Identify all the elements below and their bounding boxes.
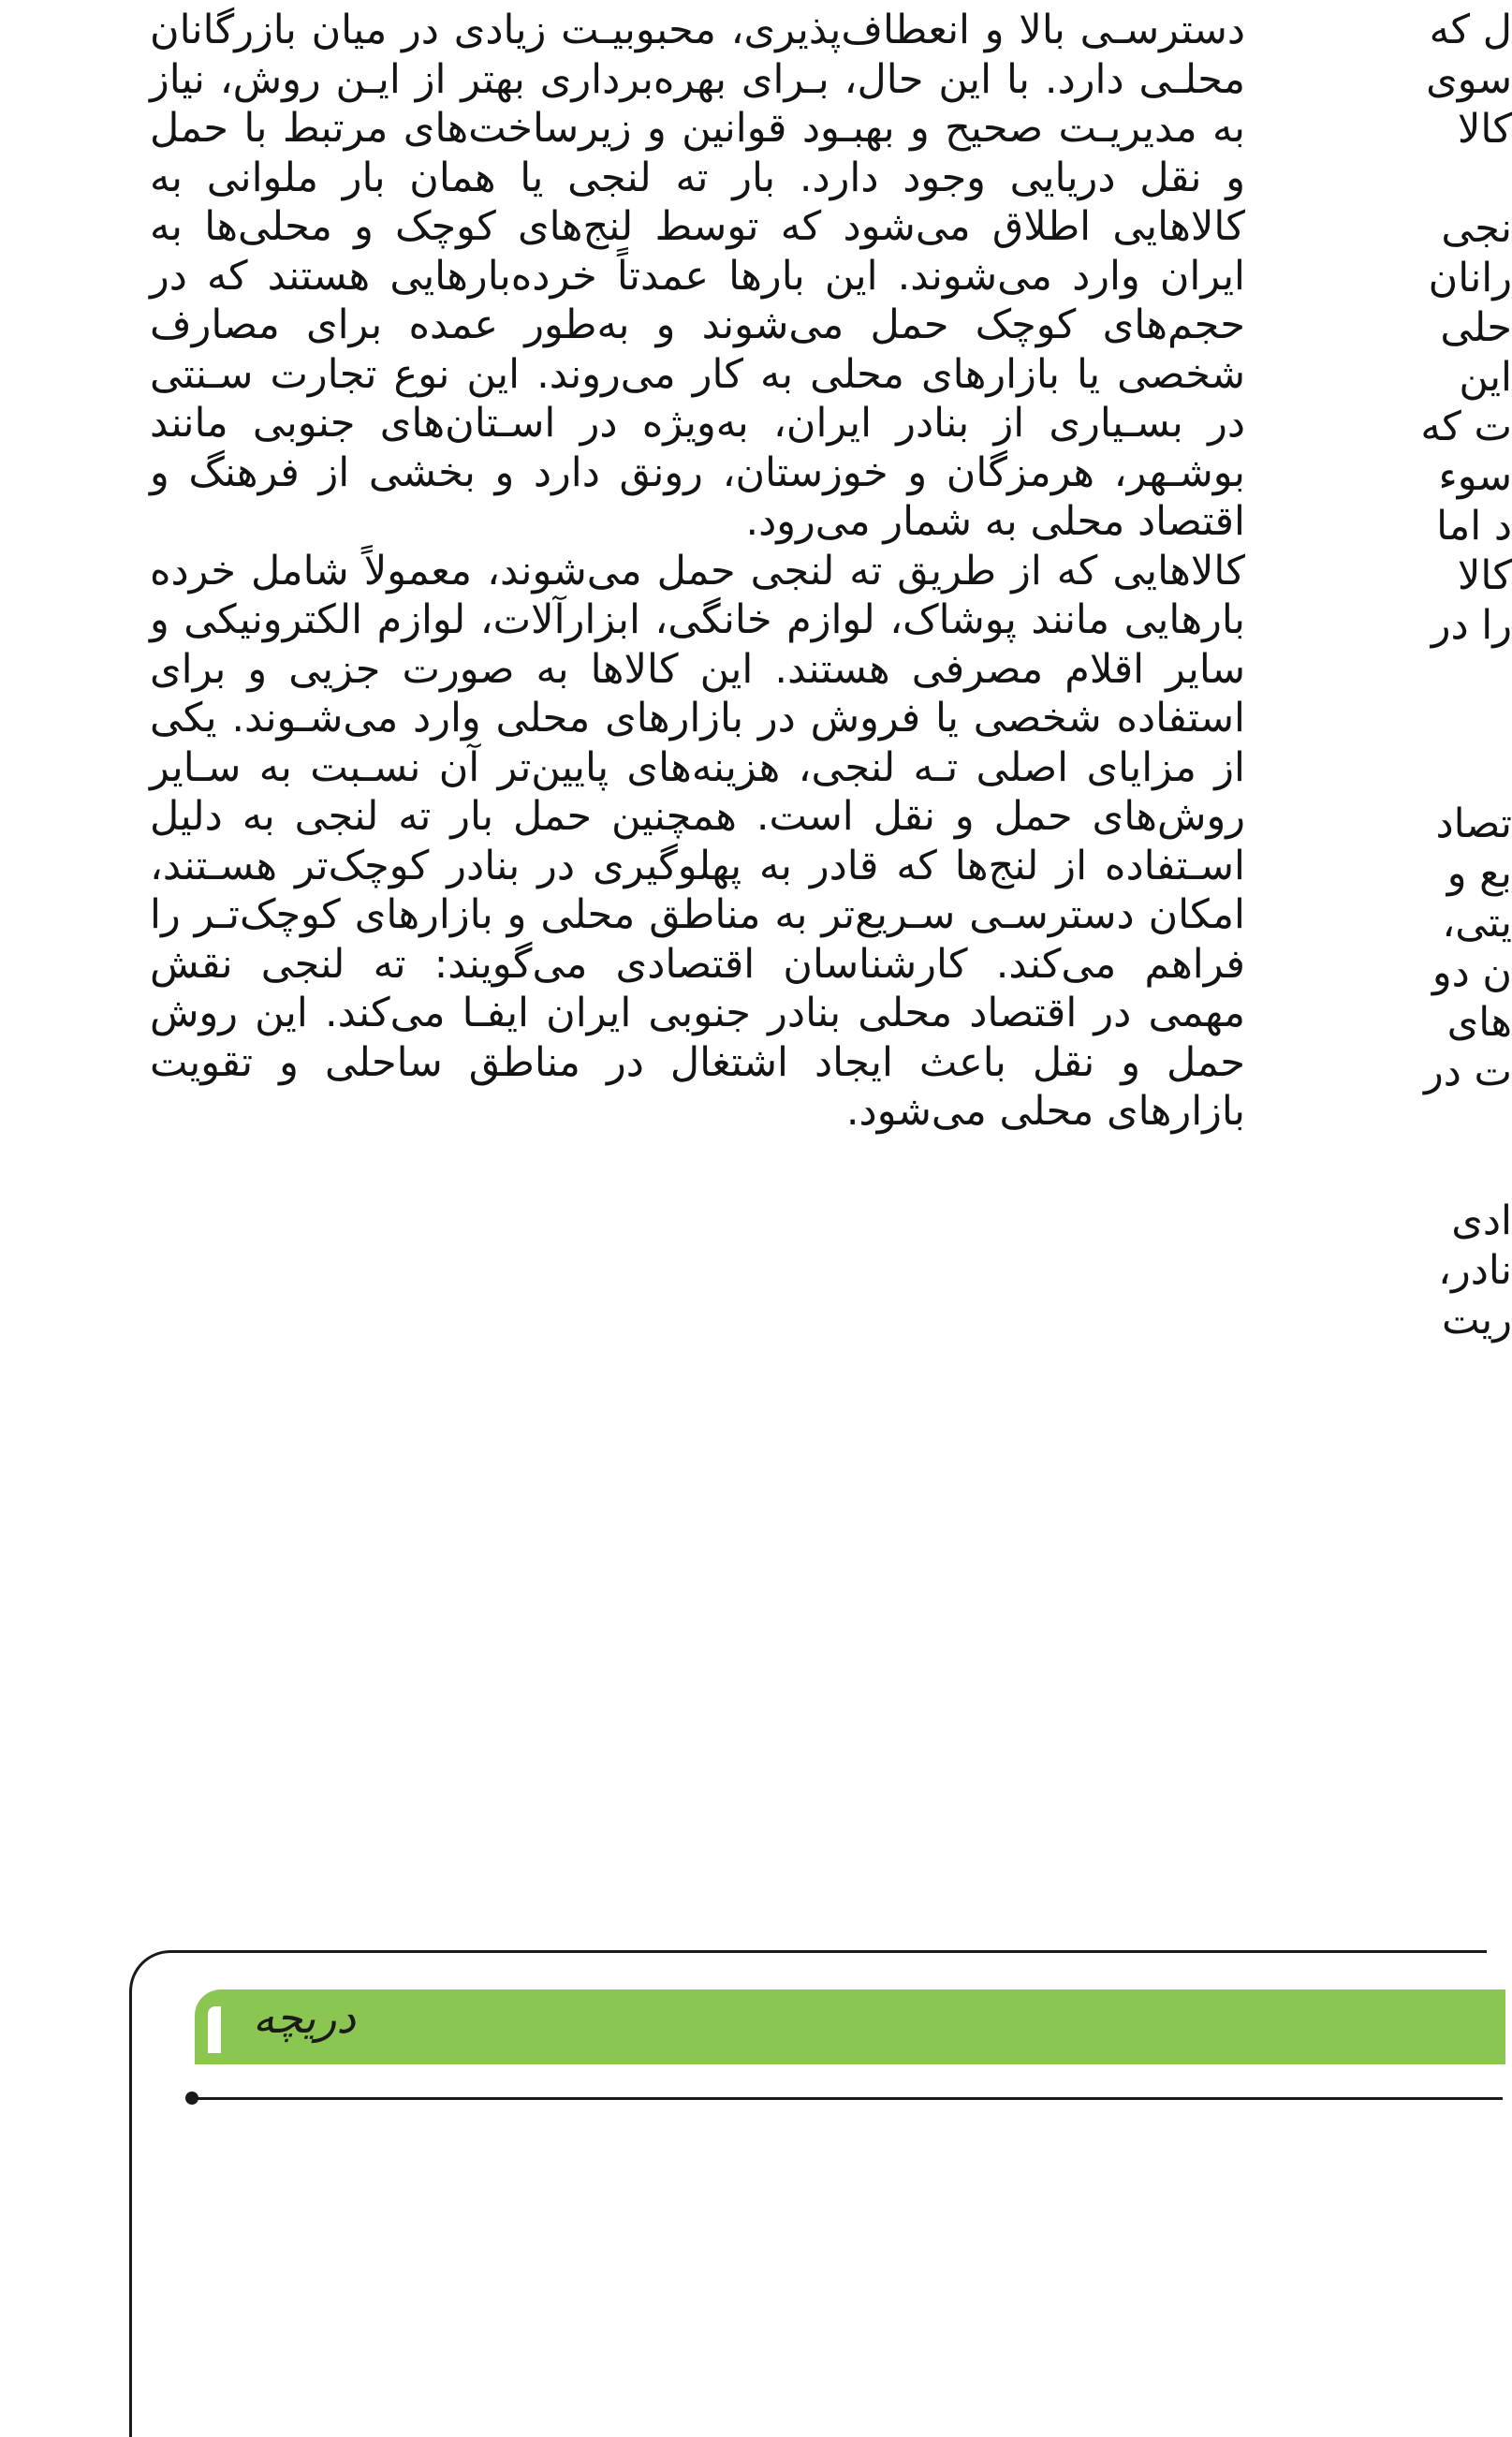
side-fragment: ت که [1420, 404, 1512, 450]
divider-dot [185, 2092, 198, 2105]
side-fragment: حلی [1440, 304, 1512, 351]
side-fragment: سوی [1426, 56, 1512, 103]
side-fragment: را در [1431, 602, 1512, 649]
side-fragment: ن دو [1431, 949, 1512, 996]
side-fragment: د اما [1436, 503, 1512, 550]
side-fragment: کالا [1457, 106, 1512, 153]
box-title-tab [195, 1989, 1505, 2064]
side-fragment: بع و [1446, 850, 1512, 897]
side-fragment: های [1446, 999, 1512, 1046]
side-fragment: نادر، [1438, 1247, 1512, 1294]
side-fragment: ریت [1442, 1297, 1512, 1343]
main-text-column [150, 6, 1245, 1137]
box-divider [192, 2097, 1503, 2100]
side-fragment: ادی [1451, 1197, 1512, 1244]
box-title: دریچه [253, 1992, 356, 2043]
side-fragment: ت در [1423, 1049, 1512, 1095]
side-fragment: سوء [1438, 453, 1512, 500]
side-fragment: یتی، [1442, 900, 1512, 947]
paragraph-2: کالاهایی که از طریق ته لنجی حمل می‌شوند، معمولاً شامل خرده بارهایی مانند پوشاک، لوازم خانگی، ابزارآلات، لوازم الکترونیکی و سایر اقلام مصرفی هستند. این کالاها به صورت جزیی و برای استفاده شخصی یا فروش در بازارهای محلی وارد می‌شـوند. یکی از مزایای اصلی تـه لنجی، هزینه‌های پایین‌تر آن نسـبت به سـایر روش‌های حمل و نقل است. همچنین حمل بار ته لنجی به دلیل اسـتفاده از لنج‌ها که قادر به پهلوگیری در بنادر کوچک‌تر هسـتند، امکان دسترسـی سـریع‌تر به مناطق محلی و بازارهای کوچک‌تـر را فراهم می‌کند. کارشناسان اقتصادی می‌گویند: ته لنجی نقش مهمی در اقتصاد محلی بنادر جنوبی ایران ایفـا می‌کند. این روش حمل و نقل باعث ایجاد اشتغال در مناطق ساحلی و تقویت بازارهای محلی می‌شود. [150, 547, 1245, 1135]
paragraph-1: دسترسـی بالا و انعطاف‌پذیری، محبوبیـت زیادی در میان بازرگانان محلـی دارد. با این حال، بـرای بهره‌برداری بهتر از ایـن روش، نیاز به مدیریـت صحیح و بهبـود قوانین و زیرساخت‌های مرتبط با حمل و نقل دریایی وجود دارد. بار ته لنجی یا همان بار ملوانی به کالاهایی اطلاق می‌شود که توسط لنج‌های کوچک و محلی‌ها به ایران وارد می‌شوند. این بارها عمدتاً خرده‌بارهایی هستند که در حجم‌های کوچک حمل می‌شوند و به‌طور عمده برای مصارف شخصی یا بازارهای محلی به کار می‌روند. این نوع تجارت سـنتی در بسـیاری از بنادر ایران، به‌ویژه در اسـتان‌های جنوبی مانند بوشـهر، هرمزگان و خوزستان، رونق دارد و بخشی از فرهنگ و اقتصاد محلی به شمار می‌رود. [150, 7, 1245, 545]
side-fragment: کالا [1457, 552, 1512, 599]
side-fragment: این [1459, 354, 1512, 401]
side-fragment: نجی [1441, 205, 1512, 252]
side-fragment: ل که [1429, 7, 1512, 53]
tab-notch [208, 2006, 221, 2053]
side-fragment: تصاد [1435, 800, 1512, 847]
side-fragment: رانان [1428, 255, 1512, 301]
